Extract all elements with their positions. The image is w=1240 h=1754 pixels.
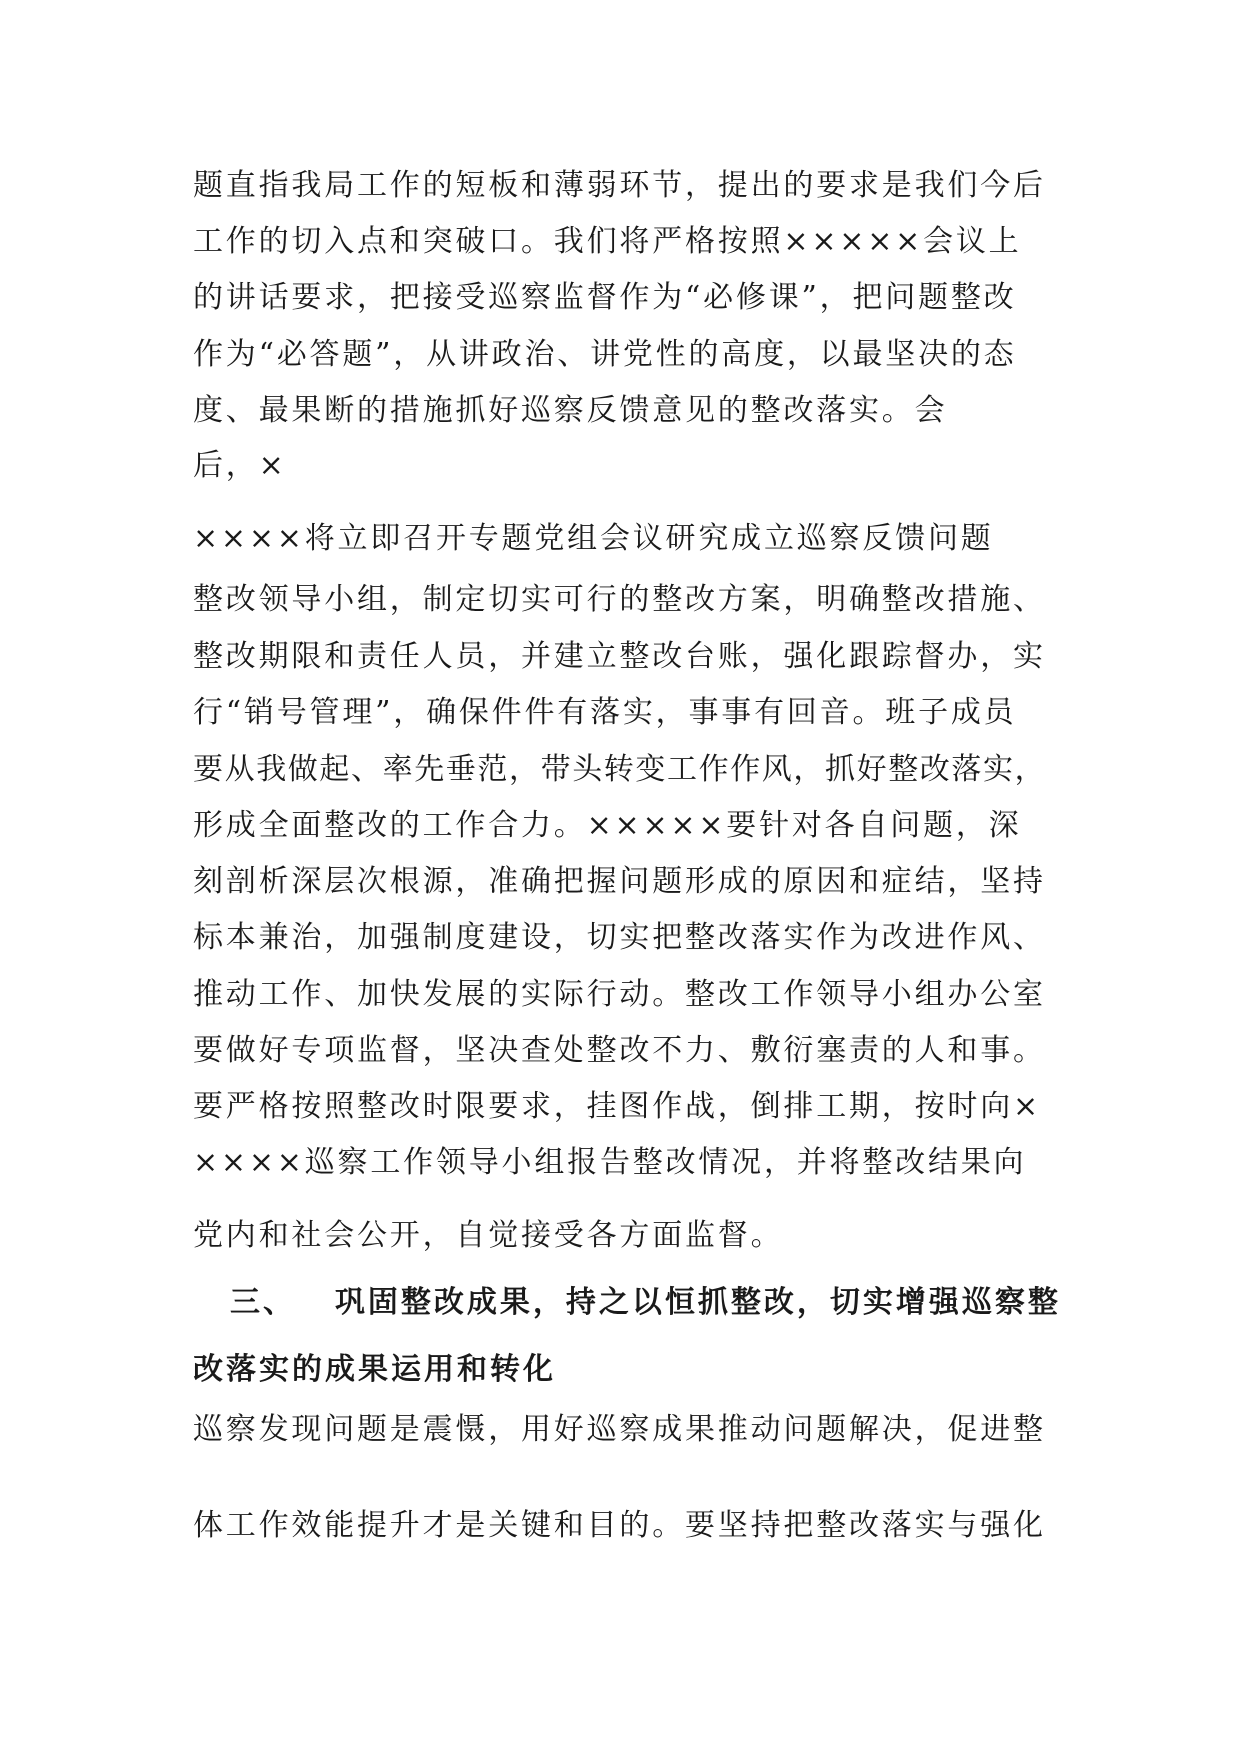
body-line: 推动工作、加快发展的实际行动。整改工作领导小组办公室 <box>193 977 1046 1012</box>
body-line: 行“销号管理”，确保件件有落实，事事有回音。班子成员 <box>193 695 1017 730</box>
body-line: 要严格按照整改时限要求，挂图作战，倒排工期，按时向× <box>193 1089 1041 1124</box>
body-line: 体工作效能提升才是关键和目的。要坚持把整改落实与强化 <box>193 1508 1046 1543</box>
body-line: ××××巡察工作领导小组报告整改情况，并将整改结果向 <box>193 1145 1027 1180</box>
body-line: ××××将立即召开专题党组会议研究成立巡察反馈问题 <box>193 521 994 556</box>
section-heading <box>230 1286 1061 1320</box>
body-line: 工作的切入点和突破口。我们将严格按照×××××会议上 <box>193 224 1022 259</box>
body-line: 巡察发现问题是震慑，用好巡察成果推动问题解决，促进整 <box>193 1412 1046 1447</box>
body-line: 要做好专项监督，坚决查处整改不力、敷衍塞责的人和事。 <box>193 1033 1046 1068</box>
body-line: 后，× <box>193 448 287 483</box>
section-heading-continued: 改落实的成果运用和转化 <box>193 1352 556 1387</box>
body-line: 党内和社会公开，自觉接受各方面监督。 <box>193 1218 784 1253</box>
body-line: 题直指我局工作的短板和薄弱环节，提出的要求是我们今后 <box>193 168 1046 203</box>
section-heading-number: 三、 <box>230 1285 296 1320</box>
body-line: 标本兼治，加强制度建设，切实把整改落实作为改进作风、 <box>193 920 1046 955</box>
body-line: 作为“必答题”，从讲政治、讲党性的高度，以最坚决的态 <box>193 337 1017 372</box>
body-line: 形成全面整改的工作合力。×××××要针对各自问题，深 <box>193 808 1022 843</box>
body-line: 的讲话要求，把接受巡察监督作为“必修课”，把问题整改 <box>193 280 1017 315</box>
body-line: 刻剖析深层次根源，准确把握问题形成的原因和症结，坚持 <box>193 864 1046 899</box>
section-heading-title: 巩固整改成果，持之以恒抓整改，切实增强巡察整 <box>334 1285 1061 1320</box>
body-line: 度、最果断的措施抓好巡察反馈意见的整改落实。会 <box>193 393 948 428</box>
body-line: 要从我做起、率先垂范，带头转变工作作风，抓好整改落实， <box>193 752 1047 787</box>
body-line: 整改领导小组，制定切实可行的整改方案，明确整改措施、 <box>193 582 1046 617</box>
body-line: 整改期限和责任人员，并建立整改台账，强化跟踪督办，实 <box>193 639 1046 674</box>
